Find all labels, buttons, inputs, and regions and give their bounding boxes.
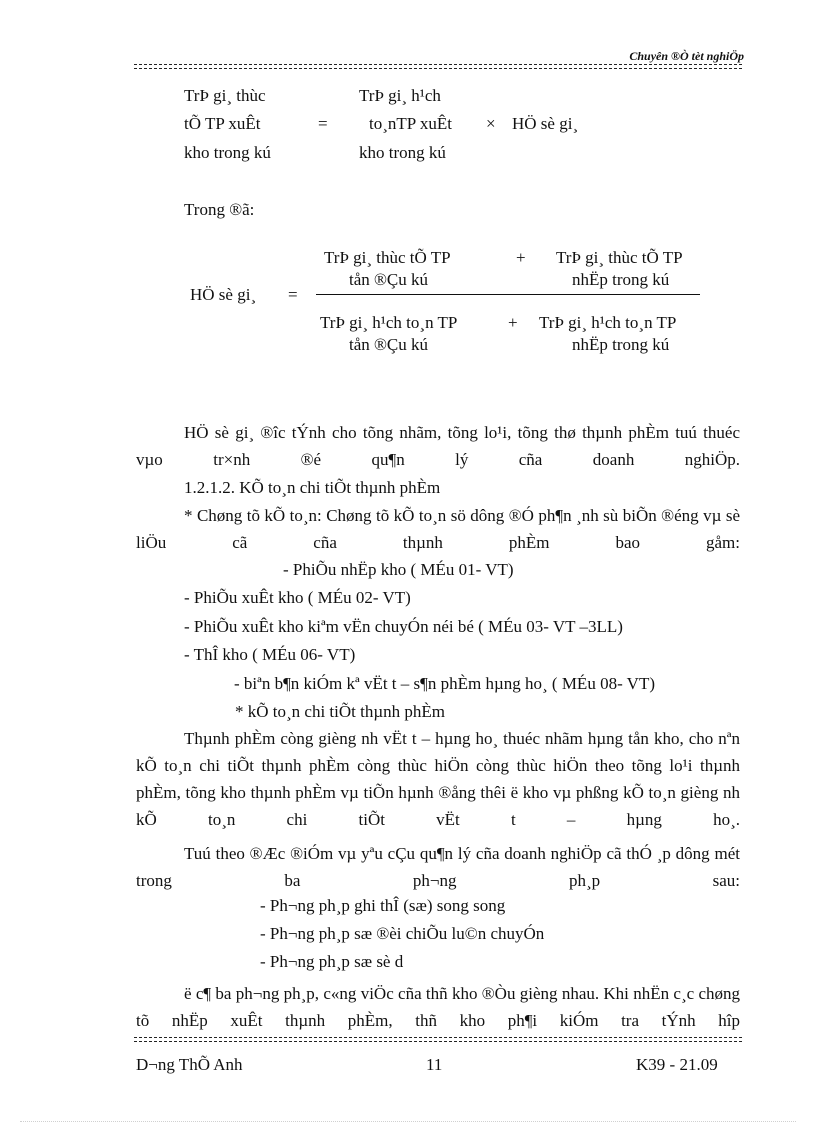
header-title: Chuyên ®Ò tèt nghiÖp bbox=[629, 49, 744, 63]
list-item: - PhiÕu xuÊt kho ( MÉu 02- VT) bbox=[184, 588, 411, 607]
trong-do-label: Trong ®ã: bbox=[184, 200, 255, 219]
f2-plus-bottom: + bbox=[508, 313, 518, 332]
method-item: - Ph¬ng ph¸p sæ ®èi chiÕu lu©n chuyÓn bbox=[260, 924, 545, 943]
f2-den-right-2: nhËp trong kú bbox=[572, 335, 670, 354]
page-bottom-edge bbox=[20, 1121, 796, 1122]
f1-right: HÖ sè gi¸ bbox=[512, 114, 579, 133]
footer-author: D¬ng ThÕ Anh bbox=[136, 1055, 243, 1074]
method-item: - Ph¬ng ph¸p ghi thÎ (sæ) song song bbox=[260, 896, 506, 915]
f1-middle-line-3: kho trong kú bbox=[359, 143, 446, 162]
f2-den-left-2: tån ®Çu kú bbox=[349, 335, 429, 354]
f2-lhs: HÖ sè gi¸ bbox=[190, 285, 257, 304]
f1-times: × bbox=[486, 114, 496, 133]
f2-fraction-line bbox=[316, 294, 700, 295]
page-number: 11 bbox=[426, 1055, 443, 1074]
f1-left-line-3: kho trong kú bbox=[184, 143, 271, 162]
method-item: - Ph¬ng ph¸p sæ sè d bbox=[260, 952, 404, 971]
list-item: - PhiÕu xuÊt kho kiªm vËn chuyÓn néi bé ( MÉu 03- VT –3LL) bbox=[184, 617, 623, 636]
list-item: * kÕ to¸n chi tiÕt thµnh phÈm bbox=[235, 702, 446, 721]
header-rule-2 bbox=[134, 68, 742, 69]
footer-class-code: K39 - 21.09 bbox=[636, 1055, 718, 1074]
paragraph-warehouse: ë c¶ ba ph¬ng ph¸p, c«ng viÖc cña thñ kho ®Òu gièng nhau. Khi nhËn c¸c chøng tõ nhËp xuÊt thµnh phÈm, thñ kho ph¶i kiÓm tra tÝnh hîp bbox=[136, 984, 740, 1030]
list-item: - PhiÕu nhËp kho ( MÉu 01- VT) bbox=[283, 560, 514, 579]
f2-equals: = bbox=[288, 285, 298, 304]
footer-rule-2 bbox=[134, 1041, 742, 1042]
f1-left-line-1: TrÞ gi¸ thùc bbox=[184, 86, 266, 105]
f2-num-right-1: TrÞ gi¸ thùc tÕ TP bbox=[556, 248, 683, 267]
paragraph-coefficient: HÖ sè gi¸ ®îc tÝnh cho tõng nhãm, tõng lo¹i, tõng thø thµnh phÈm tuú thuéc vµo tr×nh ®é qu¶n lý cña doanh nghiÖp. bbox=[136, 423, 740, 469]
list-item: - ThÎ kho ( MÉu 06- VT) bbox=[184, 645, 356, 664]
paragraph-methods-intro: Tuú theo ®Æc ®iÓm vµ yªu cÇu qu¶n lý cña doanh nghiÖp cã thÓ ¸p dông mét trong ba ph¬ng ph¸p sau: bbox=[136, 844, 740, 890]
footer-rule-1 bbox=[134, 1037, 742, 1038]
f1-left-line-2: tÕ TP xuÊt bbox=[184, 114, 261, 133]
f2-num-left-1: TrÞ gi¸ thùc tÕ TP bbox=[324, 248, 451, 267]
paragraph-vouchers: * Chøng tõ kÕ to¸n: Chøng tõ kÕ to¸n sö dông ®Ó ph¶n ¸nh sù biÕn ®éng vµ sè liÖu cã cña thµnh phÈm bao gåm: bbox=[136, 506, 740, 552]
f1-equals: = bbox=[318, 114, 328, 133]
f2-den-right-1: TrÞ gi¸ h¹ch to¸n TP bbox=[539, 313, 677, 332]
f2-den-left-1: TrÞ gi¸ h¹ch to¸n TP bbox=[320, 313, 458, 332]
paragraph-detail-accounting: Thµnh phÈm còng gièng nh vËt t – hµng ho¸ thuéc nhãm hµng tån kho, cho nªn kÕ to¸n chi tiÕt thµnh phÈm còng thùc hiÖn còng thùc hiÖn theo tõng lo¹i thµnh phÈm, tõng kho thµnh phÈm vµ tiÕn hµnh ®ång thêi ë kho vµ phßng kÕ to¸n gièng nh kÕ to¸n chi tiÕt vËt t – hµng ho¸. bbox=[136, 729, 740, 829]
f2-plus-top: + bbox=[516, 248, 526, 267]
f2-num-left-2: tån ®Çu kú bbox=[349, 270, 429, 289]
f1-middle-line-2: to¸nTP xuÊt bbox=[369, 114, 452, 133]
list-item: - biªn b¶n kiÓm kª vËt t – s¶n phÈm hµng ho¸ ( MÉu 08- VT) bbox=[234, 674, 655, 693]
section-heading: 1.2.1.2. KÕ to¸n chi tiÕt thµnh phÈm bbox=[184, 478, 441, 497]
f2-num-right-2: nhËp trong kú bbox=[572, 270, 670, 289]
f1-middle-line-1: TrÞ gi¸ h¹ch bbox=[359, 86, 441, 105]
header-rule-1 bbox=[134, 64, 742, 65]
